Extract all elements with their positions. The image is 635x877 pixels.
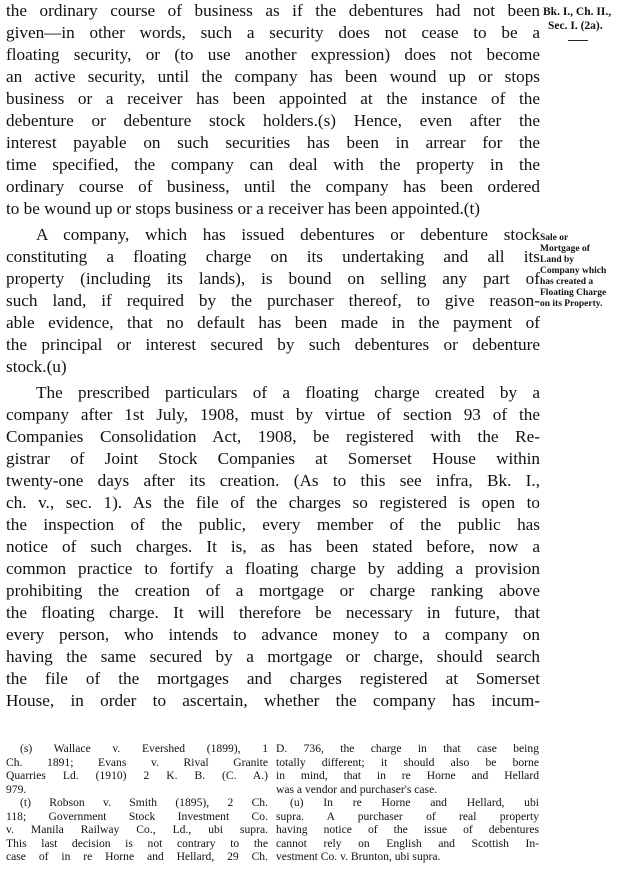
- body-line: twenty-one days after its creation. (As to this see infra, Bk. I.,: [6, 471, 540, 490]
- body-line: such land, if required by the purchaser thereof, to give reason-: [6, 291, 540, 310]
- footnote-line: supra. A purchaser of real property: [276, 809, 539, 823]
- body-line: the ordinary course of business as if the debentures had not been: [6, 1, 540, 20]
- body-line: the floating charge. It will therefore be necessary in future, that: [6, 603, 540, 622]
- body-line: company after 1st July, 1908, must by virtue of section 93 of the: [6, 405, 540, 424]
- footnote-line: (s) Wallace v. Evershed (1899), 1: [20, 742, 268, 755]
- body-line: constituting a floating charge on its undertaking and all its: [6, 247, 540, 266]
- sidenote-line: Company which: [540, 266, 607, 276]
- footnote-line: having notice of the issue of debentures: [276, 823, 539, 836]
- footnote-line: case of in re Horne and Hellard, 29 Ch.: [6, 850, 268, 863]
- footnote-line: (u) In re Horne and Hellard, ubi: [290, 796, 539, 809]
- section-reference: Sec. I. (2a).: [548, 20, 603, 32]
- footnote-line: This last decision is not contrary to the: [6, 836, 268, 850]
- body-line: to be wound up or stops business or a receiver has been appointed.(t): [6, 199, 480, 218]
- footnote-line: cannot rely on English and Scottish In-: [276, 836, 539, 850]
- footnote-line: D. 736, the charge in that case being: [276, 742, 539, 755]
- body-line: having the same secured by a mortgage or charge, should search: [6, 647, 540, 666]
- body-line: every person, who intends to advance money to a company on: [6, 625, 540, 644]
- footnote-line: 118; Government Stock Investment Co.: [6, 809, 268, 823]
- body-line: an active security, until the company has been wound up or stops: [6, 67, 540, 86]
- body-line: the file of the mortgages and charges registered at Somerset: [6, 669, 540, 688]
- footnote-line: v. Manila Railway Co., Ld., ubi supra.: [6, 823, 268, 836]
- body-line: prohibiting the creation of a mortgage or charge ranking above: [6, 581, 540, 600]
- footnote-line: 979.: [6, 782, 27, 796]
- body-line: stock.(u): [6, 357, 67, 376]
- body-line: The prescribed particulars of a floating charge created by a: [36, 383, 540, 402]
- body-line: interest payable on such securities has been in arrear for the: [6, 133, 540, 152]
- footnote-line: Quarries Ld. (1910) 2 K. B. (C. A.): [6, 769, 268, 782]
- sidenote-line: Mortgage of: [540, 244, 590, 254]
- footnote-line: Ch. 1891; Evans v. Rival Granite: [6, 755, 268, 769]
- body-line: notice of such charges. It is, as has been stated before, now a: [6, 537, 540, 556]
- sidenote-sale-or-mortgage: [540, 233, 632, 310]
- section-reference-rule: [568, 40, 588, 41]
- sidenote-line: Sale or: [540, 233, 569, 243]
- sidenote-line: has created a: [540, 277, 594, 287]
- footnote-line: (t) Robson v. Smith (1895), 2 Ch.: [20, 796, 268, 809]
- footnote-line: was a vendor and purchaser's case.: [276, 782, 438, 796]
- footnote-line: vestment Co. v. Brunton, ubi supra.: [276, 850, 441, 863]
- body-line: floating security, or (to use another expression) does not become: [6, 45, 540, 64]
- body-line: Companies Consolidation Act, 1908, be registered with the Re-: [6, 427, 540, 446]
- body-line: the inspection of the public, every member of the public has: [6, 515, 540, 534]
- sidenote-line: Floating Charge: [540, 288, 607, 298]
- sidenote-line: on its Property.: [540, 299, 603, 309]
- footnotes-right-column: [276, 742, 539, 864]
- footnote-line: totally different; it should also be borne: [276, 755, 539, 769]
- body-line: debenture or debenture stock holders.(s) Hence, even after the: [6, 111, 540, 130]
- body-line: property (including its lands), is bound on selling any part of: [6, 269, 540, 288]
- body-line: business or a receiver has been appointed at the instance of the: [6, 89, 540, 108]
- body-line: able evidence, that no default has been made in the payment of: [6, 313, 540, 332]
- body-line: the principal or interest secured by such debentures or debenture: [6, 335, 540, 354]
- body-line: ordinary course of business, until the company has been ordered: [6, 177, 540, 196]
- body-line: ch. v., sec. 1). As the file of the charges so registered is open to: [6, 493, 540, 512]
- body-line: A company, which has issued debentures or debenture stock: [36, 225, 540, 244]
- book-chapter-reference: Bk. I., Ch. II.,: [543, 6, 612, 18]
- footnote-line: in mind, that in re Horne and Hellard: [276, 769, 539, 782]
- body-line: common practice to fortify a floating charge by adding a provision: [6, 559, 540, 578]
- body-line: gistrar of Joint Stock Companies at Somerset House within: [6, 449, 540, 468]
- sidenote-line: Land by: [540, 255, 575, 265]
- body-line: House, in order to ascertain, whether the company has incum-: [6, 691, 540, 710]
- body-line: given—in other words, such a security does not cease to be a: [6, 23, 540, 42]
- footnotes-left-column: [6, 742, 268, 864]
- body-line: time specified, the company can deal with the property in the: [6, 155, 540, 174]
